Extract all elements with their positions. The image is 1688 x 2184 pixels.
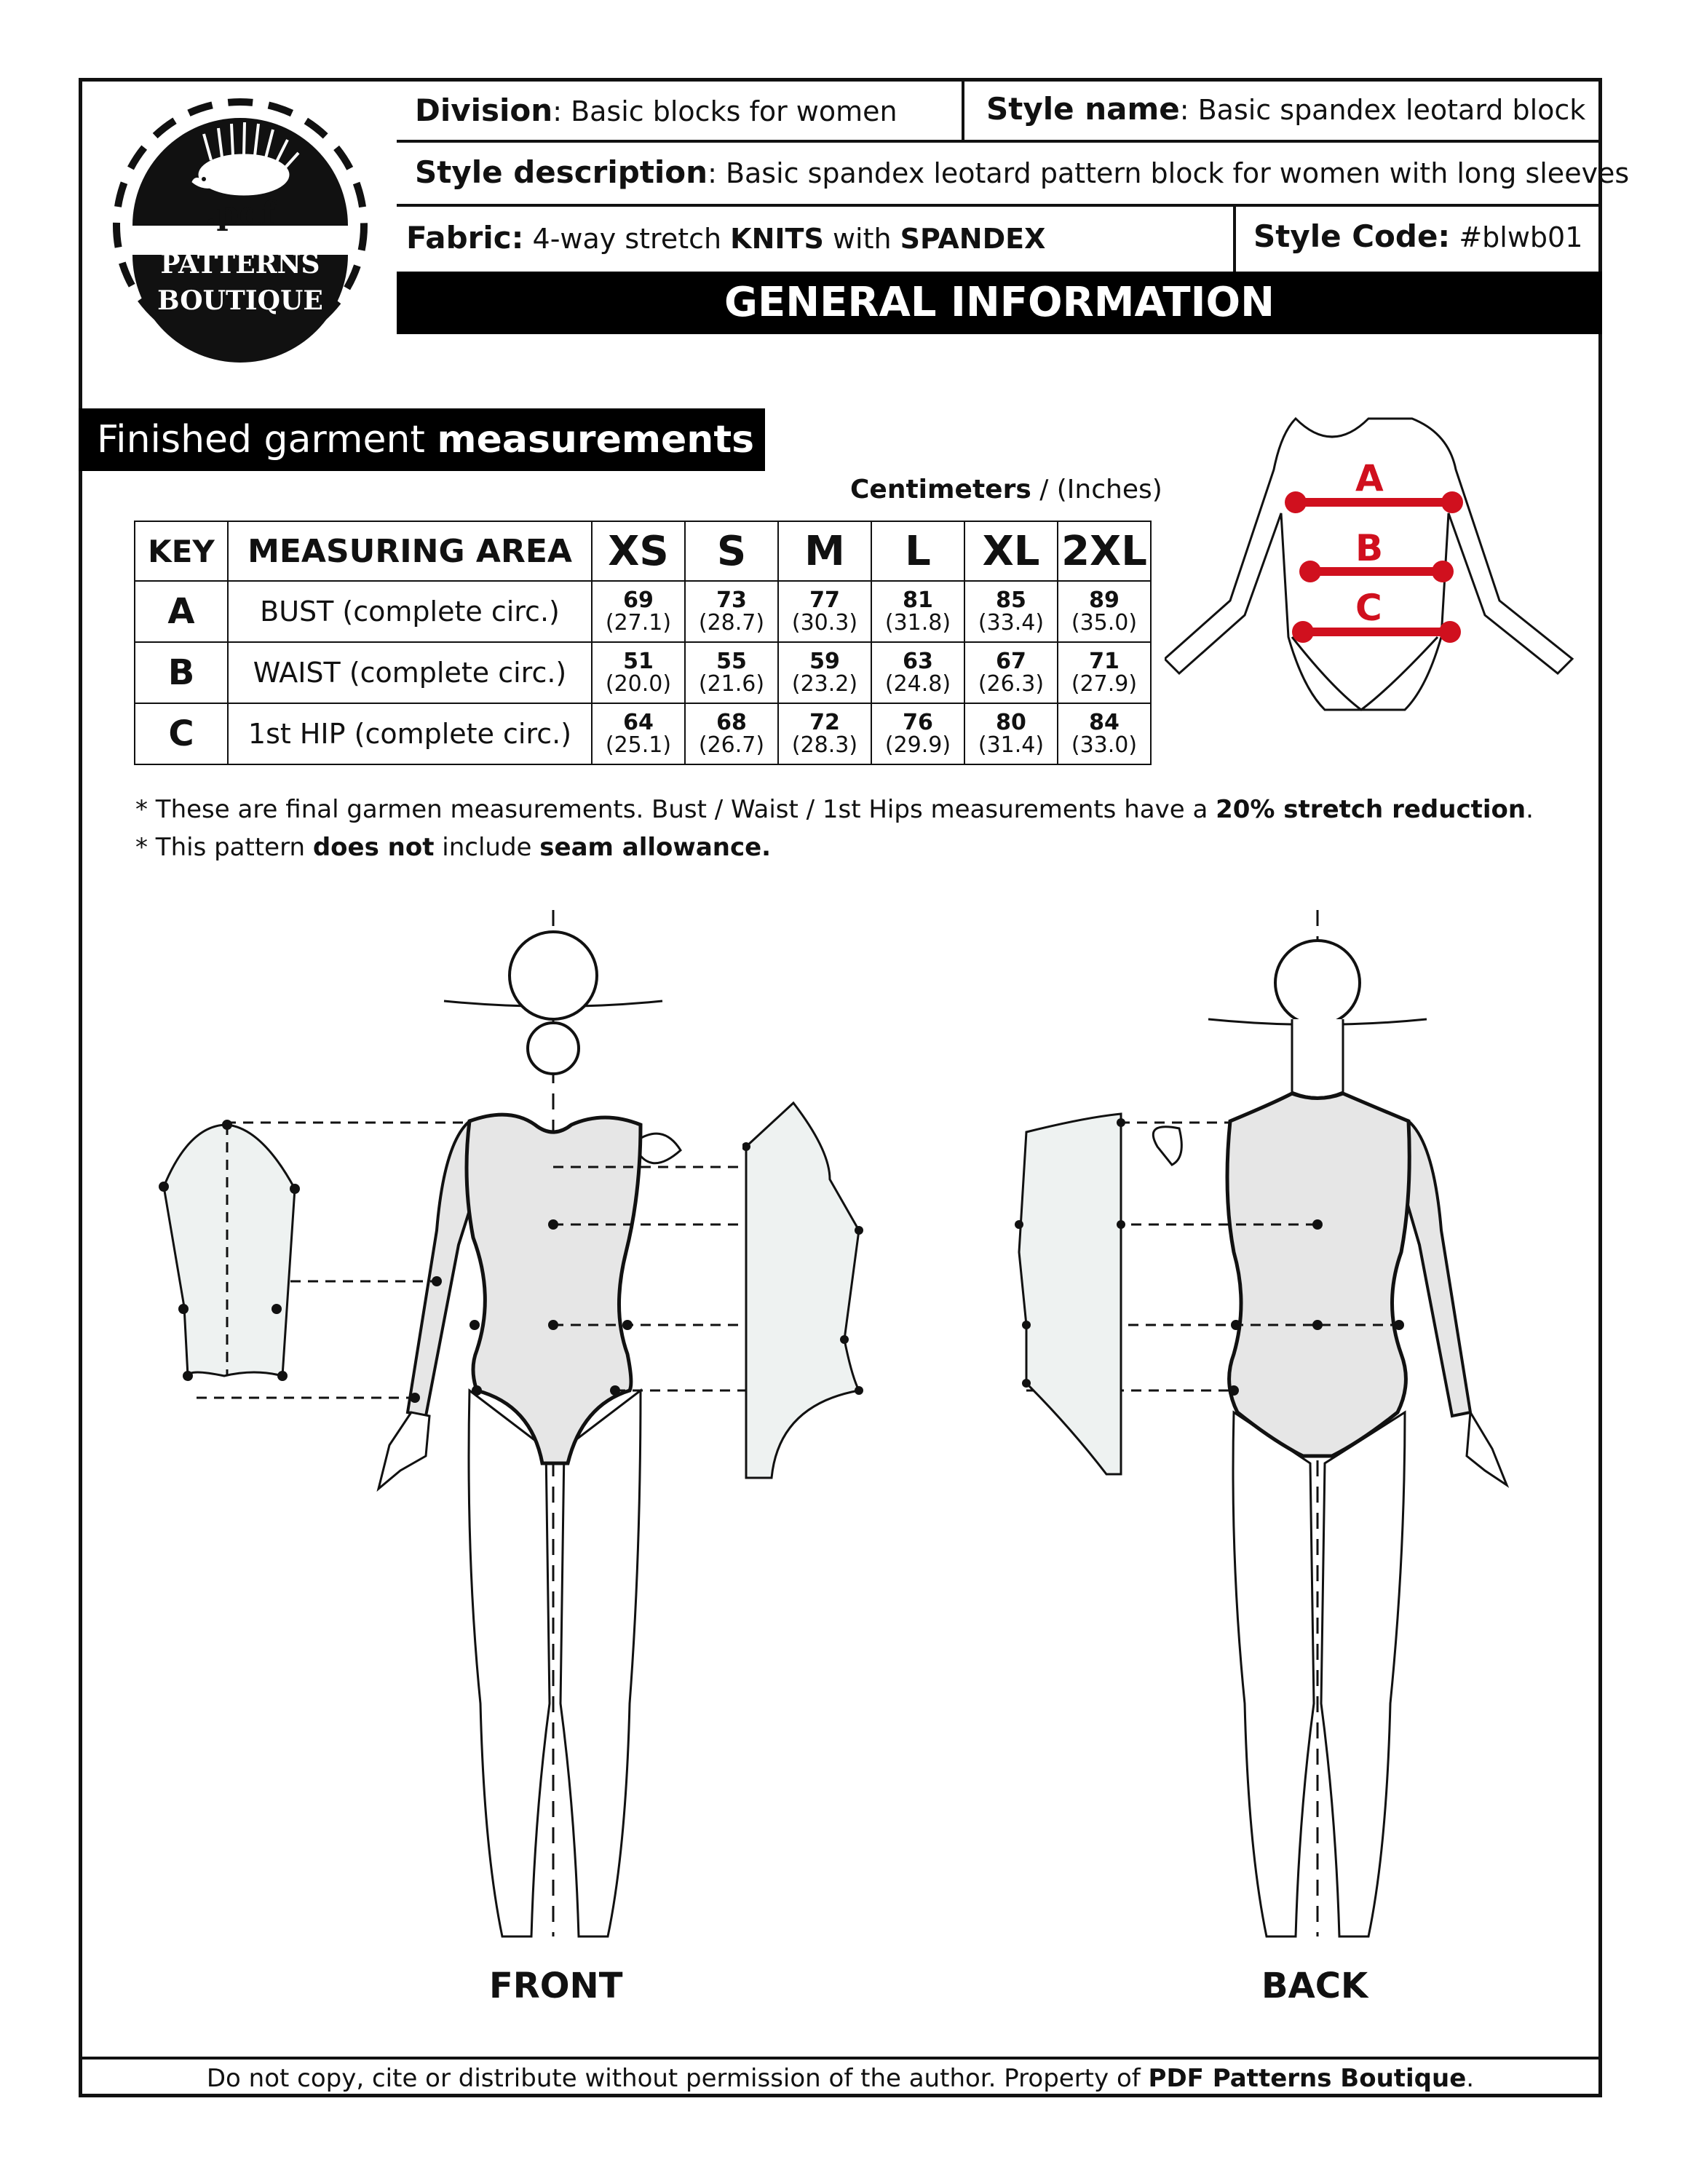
header-size-s: S	[685, 521, 778, 581]
back-bodice-pattern	[1012, 1107, 1136, 1500]
table-row	[135, 642, 1151, 703]
front-view-label: FRONT	[489, 1966, 623, 2006]
table-cell: 63 (24.8)	[871, 642, 964, 703]
row-area: WAIST (complete circ.)	[228, 642, 592, 703]
header-size-l: L	[871, 521, 964, 581]
table-cell: 81 (31.8)	[871, 581, 964, 642]
diagram-key-b: B	[1355, 527, 1384, 569]
table-cell: 73 (28.7)	[685, 581, 778, 642]
table-cell: 80 (31.4)	[964, 703, 1058, 764]
style-description-field: Style description: Basic spandex leotard pattern block for women with long sleeves	[415, 154, 1630, 190]
header-divider	[397, 204, 1602, 207]
header-size-2xl: 2XL	[1058, 521, 1151, 581]
header-divider	[962, 82, 964, 140]
table-cell: 85 (33.4)	[964, 581, 1058, 642]
note-stretch-reduction: * These are final garmen measurements. Bust / Waist / 1st Hips measurements have a 20% stretch reduction.	[135, 795, 1534, 824]
table-cell: 51 (20.0)	[592, 642, 685, 703]
fabric-field: Fabric: 4-way stretch KNITS with SPANDEX	[406, 220, 1046, 256]
diagram-key-c: C	[1355, 587, 1382, 629]
division-field: Division: Basic blocks for women	[415, 92, 898, 128]
style-name-field: Style name: Basic spandex leotard block	[986, 91, 1586, 127]
table-row	[135, 703, 1151, 764]
table-cell: 84 (33.0)	[1058, 703, 1151, 764]
style-code-field: Style Code: #blwb01	[1253, 218, 1583, 254]
logo-line2: BOUTIQUE	[157, 285, 323, 316]
row-area: 1st HIP (complete circ.)	[228, 703, 592, 764]
table-cell: 59 (23.2)	[778, 642, 871, 703]
general-information-bar: GENERAL INFORMATION	[397, 272, 1602, 334]
header-divider	[397, 140, 1602, 143]
table-cell: 89 (35.0)	[1058, 581, 1151, 642]
header-size-xs: XS	[592, 521, 685, 581]
table-cell: 76 (29.9)	[871, 703, 964, 764]
front-bodice-pattern	[742, 1085, 888, 1500]
section-title: Finished garment measurements	[79, 408, 765, 471]
units-label: Centimeters / (Inches)	[850, 475, 1162, 505]
back-view-label: BACK	[1261, 1966, 1368, 2006]
table-cell: 55 (21.6)	[685, 642, 778, 703]
table-cell: 71 (27.9)	[1058, 642, 1151, 703]
table-cell: 72 (28.3)	[778, 703, 871, 764]
table-cell: 68 (26.7)	[685, 703, 778, 764]
measurement-table	[134, 521, 1152, 765]
logo-line1: PATTERNS	[160, 249, 320, 280]
copyright-footer: Do not copy, cite or distribute without permission of the author. Property of PDF Patterns Boutique.	[206, 2064, 1475, 2093]
header-size-xl: XL	[964, 521, 1058, 581]
logo-pdf-text: .pdf	[205, 195, 275, 232]
header-divider	[1233, 207, 1236, 272]
table-cell: 67 (26.3)	[964, 642, 1058, 703]
row-key: C	[135, 703, 228, 764]
diagram-key-a: A	[1355, 457, 1384, 499]
row-key: B	[135, 642, 228, 703]
row-area: BUST (complete circ.)	[228, 581, 592, 642]
table-cell: 64 (25.1)	[592, 703, 685, 764]
header-key: KEY	[135, 521, 228, 581]
row-key: A	[135, 581, 228, 642]
table-cell: 69 (27.1)	[592, 581, 685, 642]
table-header-row	[135, 521, 1151, 581]
table-row	[135, 581, 1151, 642]
table-cell: 77 (30.3)	[778, 581, 871, 642]
note-seam-allowance: * This pattern does not include seam allowance.	[135, 833, 772, 862]
front-sleeve-pattern	[146, 1114, 313, 1441]
header-size-m: M	[778, 521, 871, 581]
header-measuring-area: MEASURING AREA	[228, 521, 592, 581]
